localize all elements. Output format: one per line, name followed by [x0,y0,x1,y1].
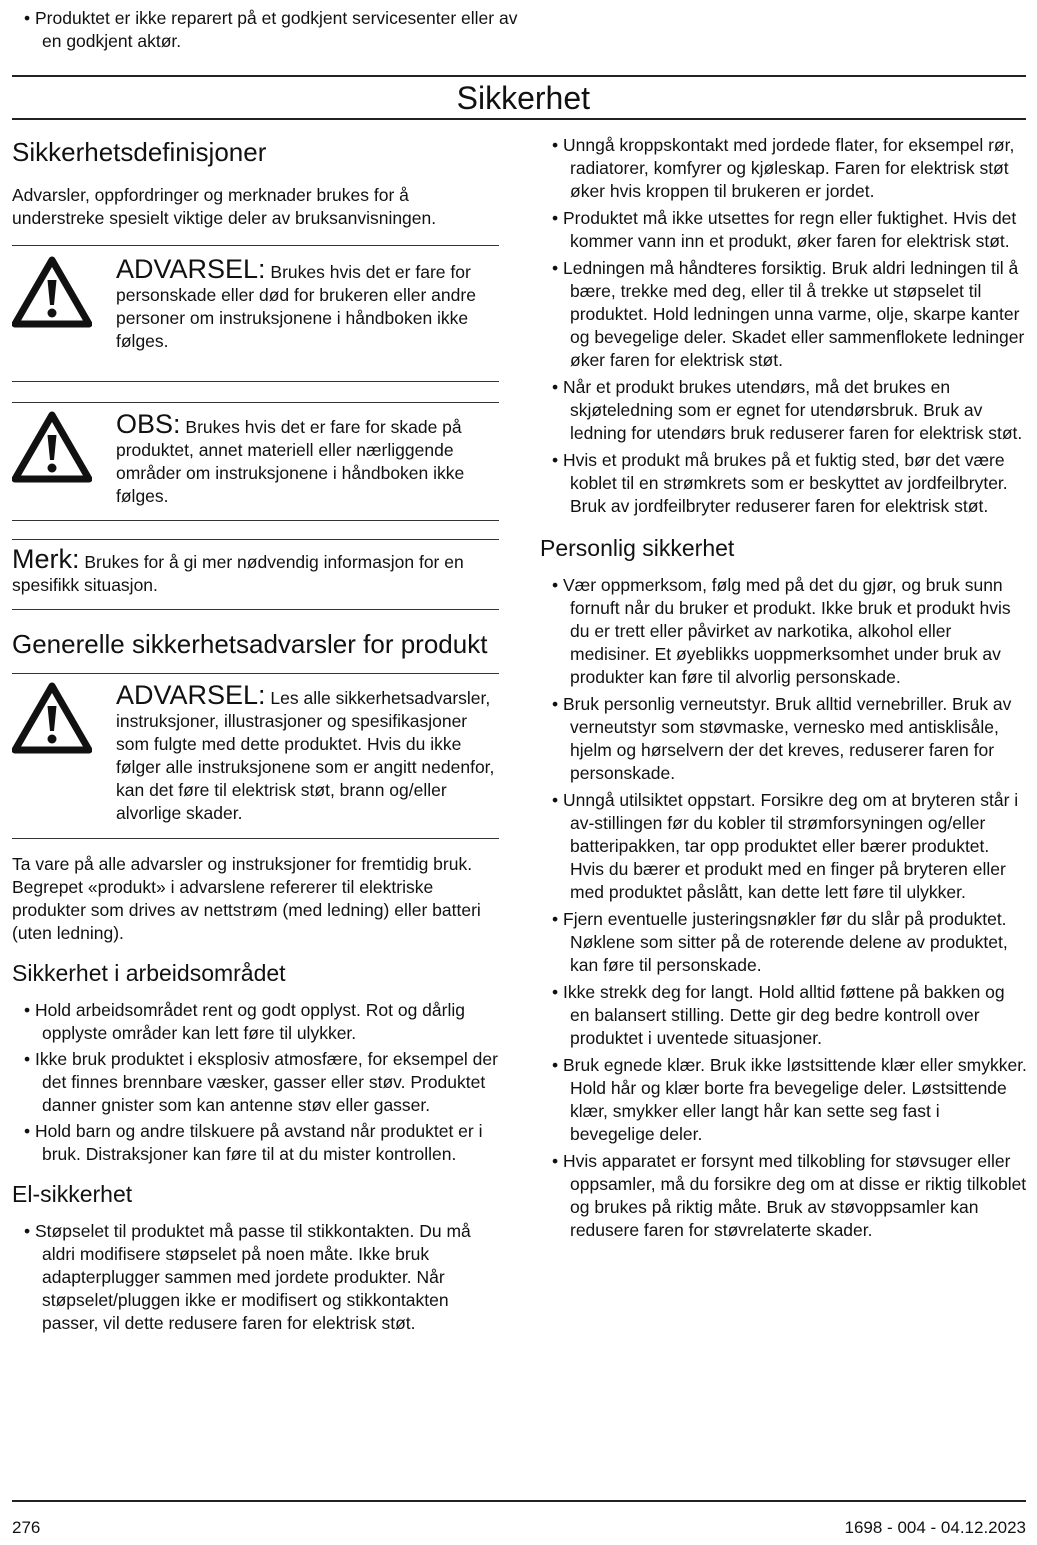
page-title: Sikkerhet [456,80,590,116]
electrical-heading: El-sikkerhet [12,1181,133,1207]
warning-box [12,256,499,353]
list-item: • Bruk personlig verneutstyr. Bruk alltid vernebriller. Bruk av verneutstyr som støvmaske, vernesko med antisklisåle, hjelm og hørselvern der det kreves, reduserer faren for personskade. [540,693,1028,785]
divider [12,520,499,521]
caution-text: OBS: Brukes hvis det er fare for skade på produktet, annet materiell eller nærliggende områder om instruksjonene i håndboken ikke følges. [116,409,465,506]
general-warning-label: ADVARSEL: [116,680,266,710]
list-item: • Vær oppmerksom, følg med på det du gjør, og bruk sunn fornuft når du bruker et produkt. Ikke bruk et produkt hvis du er trett eller påvirket av narkotika, alkohol eller medisiner. Et øyeblikks uoppmerksomhet under bruk av produkter kan føre til alvorlig personskade. [540,574,1028,689]
divider [12,245,499,246]
divider [12,609,499,610]
electrical-list-left [12,1220,499,1335]
list-item: • Ikke strekk deg for langt. Hold alltid føttene på bakken og en balansert stilling. Dette gir deg bedre kontroll over produktet i uventede situasjoner. [540,981,1028,1050]
warning-label: ADVARSEL: [116,254,266,284]
list-item: • Bruk egnede klær. Bruk ikke løstsittende klær eller smykker. Hold hår og klær borte fra bevegelige deler. Løstsittende klær, smykker eller langt hår kan sette seg fast i bevegelige deler. [540,1054,1028,1146]
title-rule-top [12,75,1026,77]
definitions-heading: Sikkerhetsdefinisjoner [12,137,267,167]
list-item: • Hvis et produkt må brukes på et fuktig sted, bør det være koblet til en strømkrets som er beskyttet av jordfeilbryter. Bruk av jordfeilbryter reduserer faren for elektrisk støt. [540,449,1028,518]
workarea-list [12,999,499,1166]
warning-triangle-icon [12,682,92,754]
footer-rule [12,1500,1026,1502]
page-number: 276 [12,1518,41,1537]
caution-label: OBS: [116,409,181,439]
divider [12,673,499,674]
electrical-list-right [540,134,1028,518]
caution-box [12,411,499,508]
list-item: • Ledningen må håndteres forsiktig. Bruk aldri ledningen til å bære, trekke med deg, eller til å trekke ut støpselet til produktet. Hold ledningen unna varme, olje, skarpe kanter og bevegelige deler. Skadet eller sammenflokete ledninger øker faren for elektrisk støt. [540,257,1028,372]
divider [12,539,499,540]
list-item: • Ikke bruk produktet i eksplosiv atmosfære, for eksempel der det finnes brennbare væsker, gasser eller støv. Produktet danner gnister som kan antenne støv eller gasser. [12,1048,499,1117]
list-item: • Når et produkt brukes utendørs, må det brukes en skjøteledning som er egnet for utendørsbruk. Bruk av ledning for utendørs bruk reduserer faren for elektrisk støt. [540,376,1028,445]
personal-heading: Personlig sikkerhet [540,535,735,561]
list-item: • Hold barn og andre tilskuere på avstand når produktet er i bruk. Distraksjoner kan føre til at du mister kontrollen. [12,1120,499,1166]
document-id: 1698 - 004 - 04.12.2023 [844,1518,1026,1537]
list-item: • Unngå utilsiktet oppstart. Forsikre deg om at bryteren står i av-stillingen før du kobler til strømforsyningen og/eller batteripakken, tar opp produktet eller bærer produktet. Hvis du bærer et produkt med en finger på bryteren eller med produktet påslått, kan dette lett føre til ulykker. [540,789,1028,904]
list-item: • Produktet må ikke utsettes for regn eller fuktighet. Hvis det kommer vann inn et produkt, øker faren for elektrisk støt. [540,207,1028,253]
warning-text: ADVARSEL: Brukes hvis det er fare for personskade eller død for brukeren eller andre personer om instruksjonene i håndboken ikke følges. [116,254,476,351]
left-column [12,130,499,1335]
warning-triangle-icon [12,411,92,483]
general-heading: Generelle sikkerhetsadvarsler for produkt [12,629,488,659]
general-warning-text: ADVARSEL: Les alle sikkerhetsadvarsler, instruksjoner, illustrasjoner og spesifikasjoner som fulgte med dette produktet. Hvis du ikke følger alle instruksjonene som er angitt nedenfor, kan det føre til elektrisk støt, brann og/eller alvorlige skader. [116,680,495,823]
keep-instructions: Ta vare på alle advarsler og instruksjoner for fremtidig bruk. Begrepet «produkt» i advarslene refererer til elektriske produkter som drives av nettstrøm (med ledning) eller batteri (uten ledning). [12,854,481,943]
note-text: Merk: Brukes for å gi mer nødvendig informasjon for en spesifikk situasjon. [12,544,464,595]
divider [12,402,499,403]
list-item: • Hold arbeidsområdet rent og godt opplyst. Rot og dårlig opplyste områder kan lett føre til ulykker. [12,999,499,1045]
general-warning-box [12,682,499,825]
list-item: • Hvis apparatet er forsynt med tilkobling for støvsuger eller oppsamler, må du forsikre deg om at disse er riktig tilkoblet og brukes på riktig måte. Bruk av støvoppsamler kan redusere faren for støvrelaterte skader. [540,1150,1028,1242]
workarea-heading: Sikkerhet i arbeidsområdet [12,960,286,986]
list-item: • Støpselet til produktet må passe til stikkontakten. Du må aldri modifisere støpselet på noen måte. Ikke bruk adapterplugger sammen med jordete produkter. Når støpselet/pluggen ikke er modifisert og stikkontakten passer, vil dette redusere faren for elektrisk støt. [12,1220,499,1335]
personal-list [540,574,1028,1242]
divider [12,381,499,382]
right-column [540,130,1028,1242]
definitions-intro: Advarsler, oppfordringer og merknader brukes for å understreke spesielt viktige deler av bruksanvisningen. [12,185,437,228]
divider [12,838,499,839]
warning-triangle-icon [12,256,92,328]
list-item: • Unngå kroppskontakt med jordede flater, for eksempel rør, radiatorer, komfyrer og kjøleskap. Faren for elektrisk støt øker hvis kroppen til brukeren er jordet. [540,134,1028,203]
title-rule-bottom [12,118,1026,120]
list-item: • Fjern eventuelle justeringsnøkler før du slår på produktet. Nøklene som sitter på de roterende delene av produktet, kan føre til personskade. [540,908,1028,977]
top-bullet: • Produktet er ikke reparert på et godkjent servicesenter eller av en godkjent aktør. [12,7,522,53]
note-label: Merk: [12,544,80,574]
